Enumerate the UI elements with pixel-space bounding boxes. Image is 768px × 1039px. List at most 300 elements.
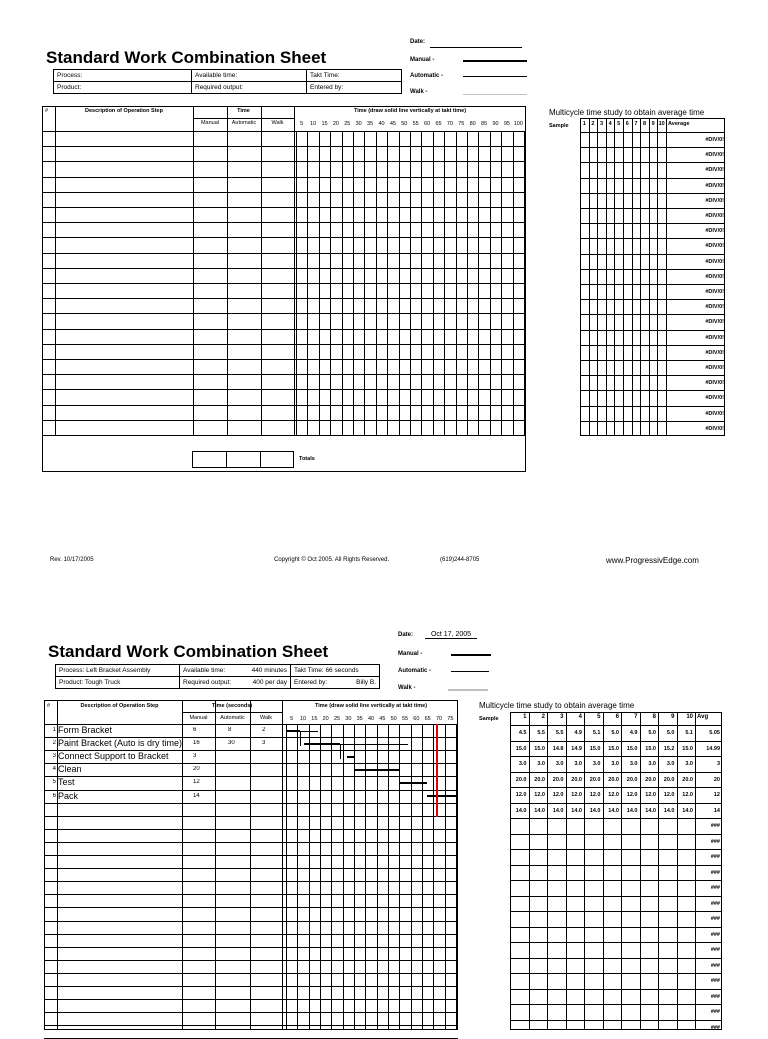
- sample-value[interactable]: 12.0: [682, 792, 693, 798]
- manual-bar: [304, 743, 340, 745]
- manual-bar: [354, 769, 399, 771]
- sample-value[interactable]: 12.0: [663, 792, 675, 798]
- automatic-bar: [300, 731, 318, 732]
- available-time-label: Available time:: [183, 667, 226, 674]
- row-line: [44, 960, 458, 961]
- average-cell: #DIV/0!: [705, 152, 724, 159]
- chart-tick-label: 60: [413, 716, 420, 722]
- average-cell: 14.99: [706, 745, 720, 752]
- average-cell: ###: [710, 854, 720, 860]
- multicycle-column-line: [584, 712, 585, 1030]
- sample-value[interactable]: 20.0: [515, 776, 527, 783]
- chart-tick-label: 15: [311, 716, 318, 722]
- multicycle-row-line: [580, 390, 725, 391]
- multicycle-row-line: [580, 421, 725, 422]
- average-cell: #DIV/0!: [705, 289, 724, 295]
- manual-bar: [286, 730, 300, 732]
- col-automatic-header: Automatic: [231, 120, 257, 126]
- chart-tick-label: 25: [333, 716, 341, 722]
- average-cell: #DIV/0!: [705, 304, 724, 311]
- sample-value[interactable]: 14.0: [626, 807, 638, 814]
- sample-column-header: 7: [634, 121, 638, 127]
- multicycle-column-line: [529, 712, 530, 1030]
- sample-value[interactable]: 14.0: [608, 807, 619, 814]
- average-cell: #DIV/0!: [705, 425, 724, 432]
- average-cell: 20: [713, 776, 720, 783]
- sample-value[interactable]: 12.0: [589, 792, 601, 798]
- sample-value[interactable]: 5.0: [666, 730, 675, 736]
- sample-value[interactable]: 14.8: [552, 745, 564, 752]
- row-line: [44, 921, 458, 922]
- average-cell: #DIV/0!: [705, 182, 724, 189]
- average-cell: #DIV/0!: [705, 243, 724, 250]
- average-cell: ###: [710, 947, 720, 953]
- product-label: Product:: [59, 679, 84, 686]
- entered-by-value[interactable]: Billy B.: [356, 679, 376, 686]
- row-line: [44, 907, 458, 908]
- sample-column-header: 9: [651, 121, 655, 127]
- sample-value[interactable]: 14.0: [663, 807, 675, 814]
- sample-value[interactable]: 15.0: [608, 745, 619, 752]
- step-description[interactable]: Test: [58, 777, 75, 788]
- product-value[interactable]: Tough Truck: [84, 679, 121, 686]
- sample-value[interactable]: 20.0: [534, 776, 545, 783]
- chart-column-line: [456, 724, 457, 1030]
- chart-tick-label: 35: [367, 121, 374, 127]
- row-line: [44, 894, 458, 895]
- manual-time[interactable]: 16: [193, 740, 200, 747]
- date-label: Date:: [410, 39, 426, 45]
- row-line: [44, 986, 458, 987]
- chart-tick-label: 90: [492, 121, 499, 127]
- average-cell: #DIV/0!: [705, 213, 724, 219]
- sample-value[interactable]: 15.0: [589, 745, 601, 752]
- walk-time[interactable]: 2: [262, 727, 266, 733]
- average-cell: #DIV/0!: [705, 410, 724, 417]
- multicycle-column-line: [589, 118, 590, 436]
- totals-box: [192, 451, 294, 468]
- legend-walk-label: Walk -: [398, 685, 416, 691]
- sample-value[interactable]: 14.0: [552, 807, 564, 814]
- multicycle-row-line: [510, 787, 722, 788]
- row-line: [44, 934, 458, 935]
- chart-tick-label: 100: [513, 121, 523, 127]
- sample-value[interactable]: 20.0: [645, 776, 656, 783]
- sample-column-header: 8: [642, 121, 647, 127]
- totals-divider: [226, 451, 227, 468]
- column-line: [261, 106, 262, 435]
- sample-value[interactable]: 12.0: [571, 792, 582, 798]
- sheet-title: Standard Work Combination Sheet: [46, 48, 327, 67]
- sample-value[interactable]: 3.0: [666, 761, 675, 767]
- legend-manual-label: Manual -: [410, 57, 435, 63]
- multicycle-column-line: [603, 712, 604, 1030]
- legend-walk-label: Walk -: [410, 89, 428, 95]
- sample-value[interactable]: 3.0: [648, 761, 656, 767]
- walk-line-legend: [463, 94, 527, 95]
- multicycle-row-line: [510, 818, 722, 819]
- multicycle-column-line: [547, 712, 548, 1030]
- required-output-value[interactable]: 400 per day: [252, 679, 287, 686]
- chart-tick-label: 65: [435, 121, 442, 127]
- multicycle-row-line: [580, 375, 725, 376]
- chart-tick-label: 50: [390, 716, 397, 722]
- sample-value[interactable]: 5.0: [648, 730, 656, 736]
- process-value[interactable]: Left Bracket Assembly: [86, 667, 151, 674]
- chart-tick-label: 45: [379, 716, 386, 722]
- col-manual-header: Manual: [189, 715, 208, 721]
- average-cell: #DIV/0!: [705, 365, 724, 371]
- multicycle-row-line: [510, 772, 722, 773]
- sample-value[interactable]: 14.0: [682, 807, 693, 814]
- chart-column-line: [343, 724, 344, 1030]
- multicycle-row-line: [580, 406, 725, 407]
- step-number: 6: [52, 792, 56, 799]
- row-line: [42, 359, 526, 360]
- column-line: [193, 106, 194, 435]
- sample-value[interactable]: 20.0: [626, 776, 638, 783]
- sample-value[interactable]: 5.5: [555, 730, 564, 736]
- chart-tick-label: 75: [447, 716, 454, 722]
- average-cell: #DIV/0!: [705, 167, 724, 174]
- multicycle-row-line: [510, 865, 722, 866]
- sample-value[interactable]: 14.0: [534, 807, 545, 814]
- sample-value[interactable]: 12.0: [608, 792, 619, 798]
- multicycle-row-line: [580, 360, 725, 361]
- sample-value[interactable]: 14.0: [645, 807, 656, 814]
- multicycle-row-line: [580, 330, 725, 331]
- col-desc-header: Description of Operation Step: [80, 703, 159, 709]
- multicycle-header-rule: [510, 725, 722, 726]
- header-rule: [193, 118, 294, 119]
- chart-tick-label: 40: [378, 121, 385, 127]
- sample-column-header: 4: [578, 714, 582, 720]
- step-description[interactable]: Pack: [58, 790, 79, 801]
- multicycle-row-line: [510, 880, 722, 881]
- multicycle-row-line: [510, 1020, 722, 1021]
- manual-bar: [347, 756, 354, 758]
- multicycle-column-line: [566, 712, 567, 1030]
- row-line: [42, 268, 526, 269]
- automatic-time[interactable]: 30: [228, 740, 235, 747]
- chart-tick-label: 75: [458, 121, 465, 127]
- step-description[interactable]: Paint Bracket (Auto is dry time): [58, 738, 182, 749]
- sample-value[interactable]: 3.0: [611, 761, 619, 767]
- average-cell: #DIV/0!: [705, 395, 724, 402]
- manual-bar: [427, 795, 459, 797]
- chart-tick-label: 55: [401, 716, 409, 722]
- sample-value[interactable]: 3.0: [629, 761, 638, 767]
- date-value[interactable]: Oct 17, 2005: [425, 631, 477, 639]
- step-number: 2: [52, 740, 56, 747]
- sample-column-header: 10: [686, 714, 693, 720]
- multicycle-row-line: [510, 756, 722, 757]
- walk-connector: [340, 744, 341, 759]
- required-output-label: Required output:: [183, 679, 232, 686]
- col-num-header: #: [45, 108, 49, 114]
- sample-label: Sample: [479, 716, 499, 722]
- sample-value[interactable]: 12.0: [626, 792, 638, 798]
- row-line: [44, 803, 458, 804]
- chart-column-line: [309, 724, 310, 1030]
- sample-value[interactable]: 15.2: [663, 745, 675, 752]
- row-line: [42, 237, 526, 238]
- row-line: [42, 177, 526, 178]
- multicycle-column-line: [614, 118, 615, 436]
- step-description[interactable]: Form Bracket: [58, 725, 113, 735]
- multicycle-column-line: [621, 712, 622, 1030]
- multicycle-row-line: [580, 314, 725, 315]
- multicycle-row-line: [510, 942, 722, 943]
- chart-tick-label: 10: [310, 121, 317, 127]
- multicycle-column-line: [632, 118, 633, 436]
- multicycle-row-line: [580, 223, 725, 224]
- sample-value[interactable]: 3.0: [518, 761, 527, 767]
- col-automatic-header: Automatic: [220, 715, 245, 721]
- header-rule: [42, 131, 526, 132]
- row-line: [42, 146, 526, 147]
- row-line: [44, 842, 458, 843]
- chart-tick-label: 85: [481, 121, 488, 127]
- average-cell: #DIV/0!: [705, 273, 724, 280]
- sample-value[interactable]: 12.0: [515, 792, 527, 798]
- phone-text: (619)244-8705: [440, 557, 480, 563]
- automatic-bar: [340, 744, 408, 745]
- row-line: [44, 947, 458, 948]
- legend-automatic-label: Automatic -: [398, 668, 431, 674]
- col-desc-header: Description of Operation Step: [85, 108, 163, 114]
- product-label: Product:: [57, 84, 82, 91]
- sample-column-header: 2: [541, 714, 545, 720]
- sample-value[interactable]: 5.0: [611, 730, 619, 736]
- sample-value[interactable]: 3.0: [537, 761, 545, 767]
- multicycle-column-line: [677, 712, 678, 1030]
- step-description[interactable]: Connect Support to Bracket: [58, 751, 169, 762]
- row-line: [42, 298, 526, 299]
- sample-value[interactable]: 4.5: [518, 730, 527, 736]
- multicycle-row-line: [510, 958, 722, 959]
- sample-value[interactable]: 15.0: [645, 745, 656, 752]
- multicycle-row-line: [580, 193, 725, 194]
- sample-value[interactable]: 14.0: [515, 807, 527, 814]
- average-cell: ###: [710, 1009, 720, 1015]
- sample-column-header: 6: [615, 714, 619, 720]
- sample-value[interactable]: 15.0: [515, 745, 527, 752]
- multicycle-row-line: [510, 911, 722, 912]
- average-cell: 3: [716, 761, 720, 767]
- chart-tick-label: 55: [412, 121, 419, 127]
- average-cell: #DIV/0!: [705, 334, 724, 341]
- sample-column-header: 8: [652, 714, 656, 720]
- takt-time-label: Takt Time:: [294, 667, 324, 674]
- totals-divider: [260, 451, 261, 468]
- row-line: [44, 999, 458, 1000]
- average-cell: 5.05: [709, 730, 720, 736]
- automatic-line-legend: [451, 671, 489, 672]
- sample-value[interactable]: 20.0: [552, 776, 564, 783]
- sample-value[interactable]: 20.0: [608, 776, 619, 783]
- sample-value[interactable]: 15.0: [682, 745, 693, 752]
- sample-column-header: 9: [671, 714, 675, 720]
- walk-connector: [300, 731, 301, 746]
- manual-line-legend: [451, 654, 491, 656]
- row-line: [42, 329, 526, 330]
- chart-column-line: [422, 724, 423, 1030]
- required-output-label: Required output:: [195, 84, 244, 91]
- column-line: [294, 106, 295, 435]
- sample-value[interactable]: 20.0: [589, 776, 601, 783]
- chart-column-line: [320, 724, 321, 1030]
- sample-value[interactable]: 5.1: [685, 730, 693, 736]
- multicycle-column-line: [649, 118, 650, 436]
- manual-time[interactable]: 14: [193, 792, 200, 799]
- legend-manual-label: Manual -: [398, 651, 423, 657]
- available-time-value[interactable]: 440 minutes: [251, 667, 287, 674]
- sample-column-header: 5: [597, 714, 601, 720]
- chart-column-line: [286, 724, 287, 1030]
- sample-column-header: 5: [617, 121, 621, 127]
- takt-time-value[interactable]: 66 seconds: [325, 667, 359, 674]
- row-line: [42, 405, 526, 406]
- chart-tick-label: 70: [446, 121, 453, 127]
- chart-tick-label: 5: [300, 121, 304, 127]
- average-cell: #DIV/0!: [705, 197, 724, 204]
- multicycle-row-line: [510, 896, 722, 897]
- average-cell: ###: [710, 823, 720, 829]
- sample-value[interactable]: 15.0: [534, 745, 545, 752]
- row-line: [42, 283, 526, 284]
- sample-column-header: 3: [560, 714, 564, 720]
- average-cell: #DIV/0!: [705, 319, 724, 326]
- average-cell: #DIV/0!: [705, 137, 724, 143]
- sample-value[interactable]: 3.0: [555, 761, 564, 767]
- sample-value[interactable]: 14.9: [571, 745, 582, 752]
- average-cell: #DIV/0!: [705, 258, 724, 265]
- col-walk-header: Walk: [271, 120, 284, 126]
- step-number: 5: [52, 779, 56, 786]
- row-line: [42, 420, 526, 421]
- average-cell: ###: [710, 931, 720, 938]
- sample-value[interactable]: 12.0: [534, 792, 545, 798]
- col-time-header: Time (seconds): [211, 703, 253, 709]
- sample-value[interactable]: 3.0: [685, 761, 693, 767]
- sample-value[interactable]: 3.0: [574, 761, 582, 767]
- multicycle-frame: [510, 712, 722, 1030]
- chart-tick-label: 30: [355, 121, 362, 127]
- manual-time[interactable]: 12: [193, 779, 200, 786]
- chart-tick-label: 10: [299, 716, 307, 722]
- multicycle-row-line: [580, 162, 725, 163]
- chart-tick-label: 30: [345, 716, 352, 722]
- manual-time[interactable]: 6: [193, 727, 197, 733]
- row-line: [42, 222, 526, 223]
- sample-value[interactable]: 3.0: [592, 761, 601, 767]
- entered-by-label: Entered by:: [310, 84, 344, 91]
- column-line: [227, 106, 228, 435]
- entered-by-label: Entered by:: [294, 679, 328, 686]
- sample-value[interactable]: 20.0: [663, 776, 675, 783]
- automatic-time[interactable]: 8: [228, 727, 232, 733]
- multicycle-column-line: [606, 118, 607, 436]
- average-cell: ###: [710, 962, 720, 969]
- multicycle-row-line: [580, 254, 725, 255]
- walk-line-legend: [448, 689, 488, 691]
- multicycle-row-line: [510, 1004, 722, 1005]
- multicycle-column-line: [657, 118, 658, 436]
- row-line: [44, 973, 458, 974]
- takt-time-label: Takt Time:: [310, 72, 340, 79]
- row-line: [42, 313, 526, 314]
- multicycle-row-line: [580, 178, 725, 179]
- row-line: [42, 435, 526, 436]
- totals-label: Totals: [299, 456, 315, 462]
- step-description[interactable]: Clean: [58, 764, 82, 775]
- chart-tick-label: 20: [332, 121, 339, 127]
- multicycle-row-line: [580, 299, 725, 300]
- chart-tick-label: 95: [503, 121, 510, 127]
- row-line: [44, 868, 458, 869]
- average-cell: ###: [710, 993, 720, 1000]
- average-cell: ###: [710, 885, 720, 891]
- chart-tick-label: 70: [435, 716, 443, 722]
- sample-value[interactable]: 5.5: [537, 730, 545, 736]
- chart-column-line: [399, 724, 400, 1030]
- date-field[interactable]: [430, 47, 522, 48]
- manual-time[interactable]: 20: [193, 766, 200, 773]
- sample-value[interactable]: 14.0: [571, 807, 582, 814]
- multicycle-row-line: [510, 803, 722, 804]
- step-number: 4: [52, 766, 56, 773]
- step-number: 3: [52, 753, 56, 760]
- sample-value[interactable]: 20.0: [571, 776, 582, 783]
- row-line: [42, 207, 526, 208]
- multicycle-row-line: [580, 147, 725, 148]
- multicycle-column-line: [597, 118, 598, 436]
- row-line: [42, 374, 526, 375]
- row-line: [44, 816, 458, 817]
- sample-value[interactable]: 12.0: [552, 792, 564, 798]
- process-label: Process:: [57, 72, 83, 79]
- multicycle-row-line: [510, 973, 722, 974]
- sample-column-header: 2: [591, 121, 595, 127]
- available-time-label: Available time:: [195, 72, 238, 79]
- col-walk-header: Walk: [259, 715, 273, 721]
- sample-value[interactable]: 5.1: [592, 730, 601, 736]
- chart-column-line: [445, 724, 446, 1030]
- grid-line: [261, 118, 262, 131]
- sample-value[interactable]: 20.0: [682, 776, 693, 783]
- manual-line-legend: [463, 60, 527, 62]
- row-line: [42, 344, 526, 345]
- revision-text: Rev. 10/17/2005: [50, 557, 94, 563]
- chart-tick-label: 25: [344, 121, 351, 127]
- takt-time-line: [436, 724, 438, 817]
- walk-time[interactable]: 3: [262, 740, 266, 747]
- manual-time[interactable]: 3: [193, 753, 197, 760]
- average-cell: 14: [713, 807, 720, 814]
- sample-value[interactable]: 15.0: [626, 745, 638, 752]
- multicycle-column-line: [623, 118, 624, 436]
- sample-value[interactable]: 4.9: [629, 730, 638, 736]
- multicycle-row-line: [580, 345, 725, 346]
- sample-column-header: 6: [625, 121, 629, 127]
- sample-value[interactable]: 12.0: [645, 792, 656, 798]
- sample-value[interactable]: 14.0: [589, 807, 601, 814]
- manual-bar: [399, 782, 426, 784]
- sample-value[interactable]: 4.9: [574, 730, 582, 736]
- column-line: [55, 106, 56, 435]
- website-link[interactable]: www.ProgressivEdge.com: [606, 556, 699, 565]
